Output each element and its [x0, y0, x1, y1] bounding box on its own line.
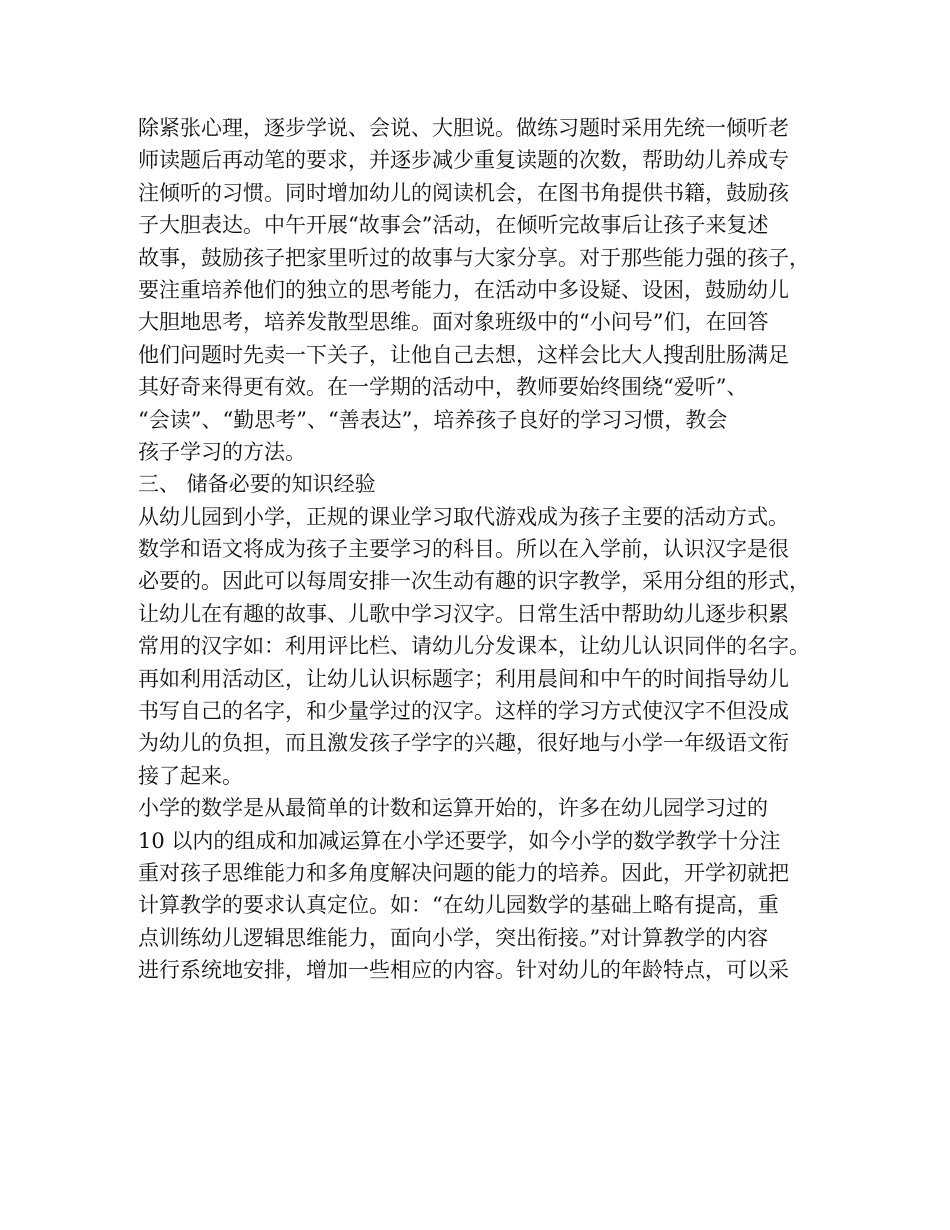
text-line: 注倾听的习惯。同时增加幼儿的阅读机会，在图书角提供书籍，鼓励孩: [138, 180, 789, 205]
text-line: 他们问题时先卖一下关子，让他自己去想，这样会比大人搜刮肚肠满足: [138, 342, 789, 367]
text-line: 大胆地思考，培养发散型思维。面对象班级中的“小问号”们，在回答: [138, 310, 769, 335]
text-line: 再如利用活动区，让幼儿认识标题字；利用晨间和中午的时间指导幼儿: [138, 666, 789, 691]
text-line: 数学和语文将成为孩子主要学习的科目。所以在入学前，认识汉字是很: [138, 537, 789, 562]
text-line: 三、 储备必要的知识经验: [138, 472, 376, 497]
text-line: 要注重培养他们的独立的思考能力，在活动中多设疑、设困，鼓励幼儿: [138, 277, 789, 302]
text-line: 常用的汉字如：利用评比栏、请幼儿分发课本，让幼儿认识同伴的名字。: [138, 634, 810, 659]
text-line: 进行系统地安排，增加一些相应的内容。针对幼儿的年龄特点，可以采: [138, 958, 789, 983]
text-line: 必要的。因此可以每周安排一次生动有趣的识字教学，采用分组的形式，: [138, 569, 810, 594]
text-line: 书写自己的名字，和少量学过的汉字。这样的学习方式使汉字不但没成: [138, 699, 789, 724]
text-line: 接了起来。: [138, 763, 243, 788]
text-line: 除紧张心理，逐步学说、会说、大胆说。做练习题时采用先统一倾听老: [138, 116, 789, 140]
text-line: 小学的数学是从最简单的计数和运算开始的，许多在幼儿园学习过的: [138, 796, 768, 821]
body-text: [138, 112, 828, 987]
text-line: 让幼儿在有趣的故事、儿歌中学习汉字。日常生活中帮助幼儿逐步积累: [138, 601, 789, 626]
text-line: 其好奇来得更有效。在一学期的活动中，教师要始终围绕“爱听”、: [138, 375, 748, 400]
text-line: 孩子学习的方法。: [138, 439, 306, 464]
text-line: 计算教学的要求认真定位。如：“在幼儿园数学的基础上略有提高，重: [138, 893, 779, 918]
text-line: 重对孩子思维能力和多角度解决问题的能力的培养。因此，开学初就把: [138, 860, 789, 885]
text-line: 师读题后再动笔的要求，并逐步减少重复读题的次数，帮助幼儿养成专: [138, 148, 789, 173]
text-line: 为幼儿的负担，而且激发孩子学字的兴趣，很好地与小学一年级语文衔: [138, 731, 789, 756]
text-line: 故事，鼓励孩子把家里听过的故事与大家分享。对于那些能力强的孩子，: [138, 245, 810, 270]
text-line: 从幼儿园到小学，正规的课业学习取代游戏成为孩子主要的活动方式。: [138, 504, 789, 529]
text-line: 子大胆表达。中午开展“故事会”活动，在倾听完故事后让孩子来复述: [138, 213, 769, 238]
text-line: 点训练幼儿逻辑思维能力，面向小学，突出衔接。”对计算教学的内容: [138, 925, 769, 950]
text-line: 10 以内的组成和加减运算在小学还要学，如今小学的数学教学十分注: [138, 828, 781, 853]
text-line: “会读”、“勤思考”、“善表达”，培养孩子良好的学习习惯，教会: [138, 407, 728, 432]
